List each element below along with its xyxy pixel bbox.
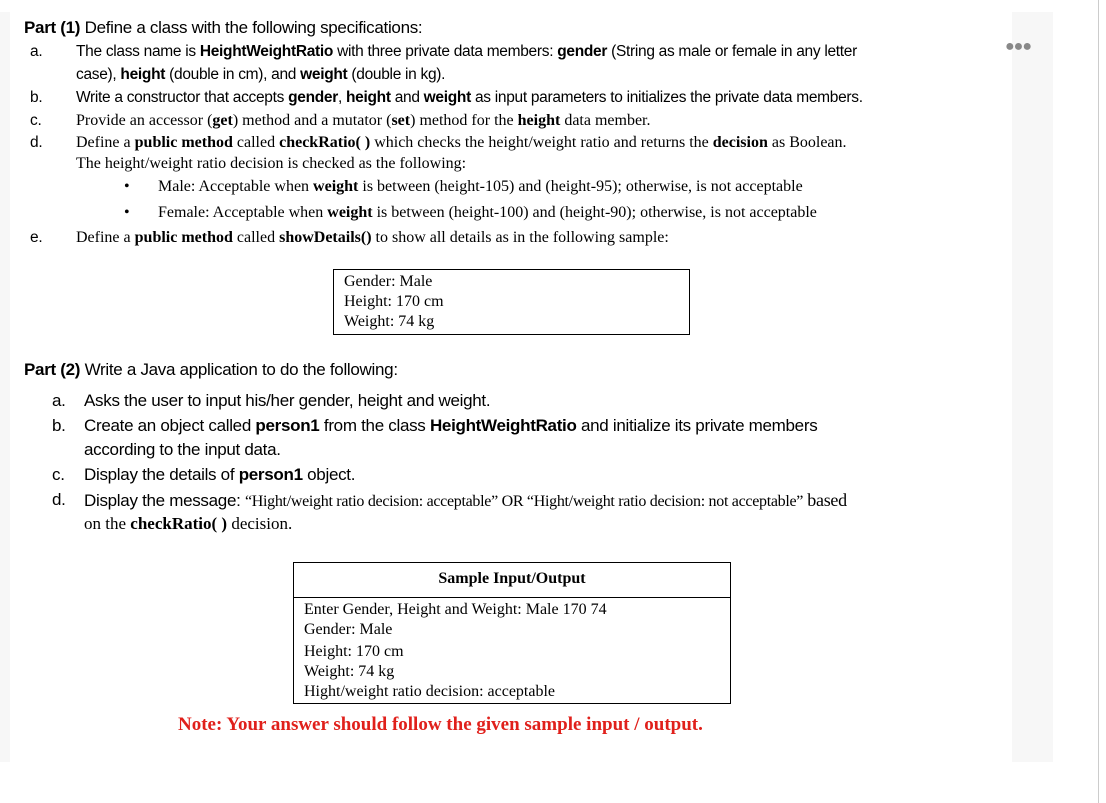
note-text: Note: Your answer should follow the given sample input / output. (178, 714, 703, 735)
part2-heading: Part (2) Write a Java application to do the following: (24, 360, 398, 379)
sample-details-box: Gender: Male Height: 170 cm Weight: 74 kg (333, 269, 690, 335)
right-panel (1012, 12, 1053, 762)
sample-io-content: Enter Gender, Height and Weight: Male 170 74 Gender: Male Height: 170 cm Weight: 74 kg Hight/weight ratio decision: acceptable (304, 601, 607, 700)
part1-heading: Part (1) Define a class with the following specifications: (24, 18, 423, 37)
sample-io-box (293, 562, 731, 704)
scrollbar[interactable] (1098, 0, 1099, 803)
sample-io-title: Sample Input/Output (294, 563, 730, 598)
more-options-icon[interactable]: ●●● (1005, 38, 1031, 55)
left-margin (0, 12, 10, 762)
